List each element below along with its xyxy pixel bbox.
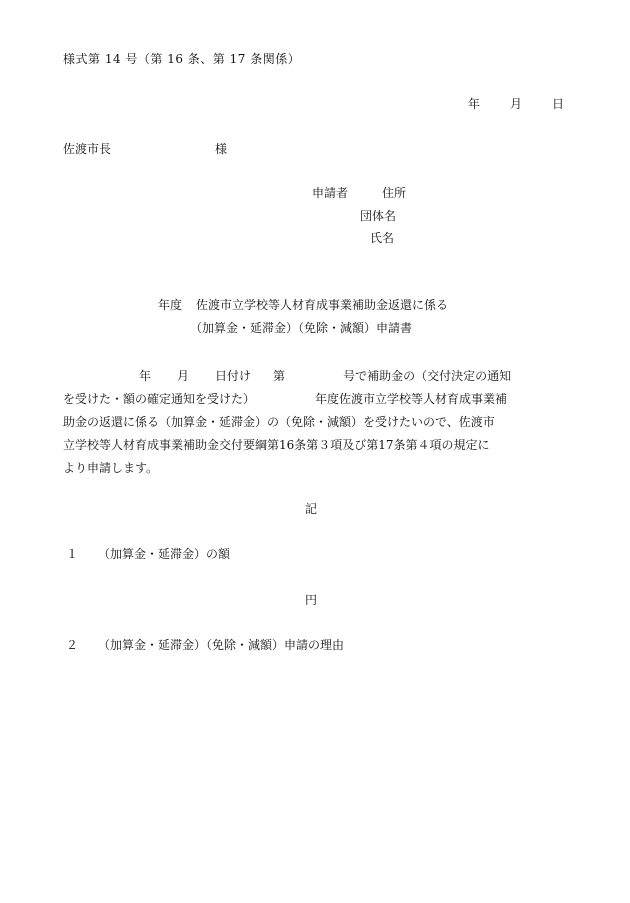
- body-date: 日付け: [215, 369, 252, 383]
- body-paragraph: [63, 365, 573, 480]
- document-title-line2: （加算金・延滞金）（免除・減額）申請書: [190, 321, 413, 335]
- body-line2-a: を受けた・額の確定通知を受けた）: [63, 392, 256, 406]
- addressee: [63, 142, 227, 156]
- item-2-number: ２: [66, 638, 79, 652]
- title-text: 佐渡市立学校等人材育成事業補助金返還に係る: [196, 298, 449, 312]
- form-number: 様式第 14 号（第 16 条、第 17 条関係）: [63, 52, 301, 66]
- date-year: 年: [467, 97, 480, 111]
- address-label: 住所: [382, 186, 407, 200]
- item-2: [66, 638, 344, 652]
- body-year: 年: [139, 369, 152, 383]
- person-name-label: 氏名: [370, 231, 395, 245]
- title-year: 年度: [158, 298, 183, 312]
- item-2-label: （加算金・延滞金）（免除・減額）申請の理由: [98, 638, 345, 652]
- body-line2-b: 年度佐渡市立学校等人材育成事業補: [315, 392, 508, 406]
- body-line-5: より申請します。: [63, 461, 159, 475]
- addressee-name: 佐渡市長: [63, 142, 112, 156]
- item-1-label: （加算金・延滞金）の額: [98, 547, 231, 561]
- item-1-number: １: [66, 547, 79, 561]
- body-line-1: [63, 365, 573, 388]
- body-line-4: 立学校等人材育成事業補助金交付要綱第16条第３項及び第17条第４項の規定に: [63, 438, 490, 452]
- applicant-label: 申請者: [312, 186, 349, 200]
- body-line1-rest: 号で補助金の（交付決定の通知: [343, 369, 512, 383]
- body-line-2: [63, 388, 573, 411]
- item-1: [66, 547, 230, 561]
- date-day: 日: [551, 97, 564, 111]
- addressee-honorific: 様: [215, 142, 228, 156]
- body-number-prefix: 第: [273, 369, 286, 383]
- body-line-3: 助金の返還に係る（加算金・延滞金）の（免除・減額）を受けたいので、佐渡市: [63, 415, 495, 429]
- date-line: [468, 97, 564, 111]
- ki-heading: 記: [305, 502, 318, 516]
- body-month: 月: [177, 369, 190, 383]
- applicant-block: [312, 186, 452, 256]
- document-title-line1: [158, 298, 448, 312]
- date-month: 月: [509, 97, 522, 111]
- group-name-label: 団体名: [360, 209, 397, 223]
- yen-unit: 円: [305, 593, 318, 607]
